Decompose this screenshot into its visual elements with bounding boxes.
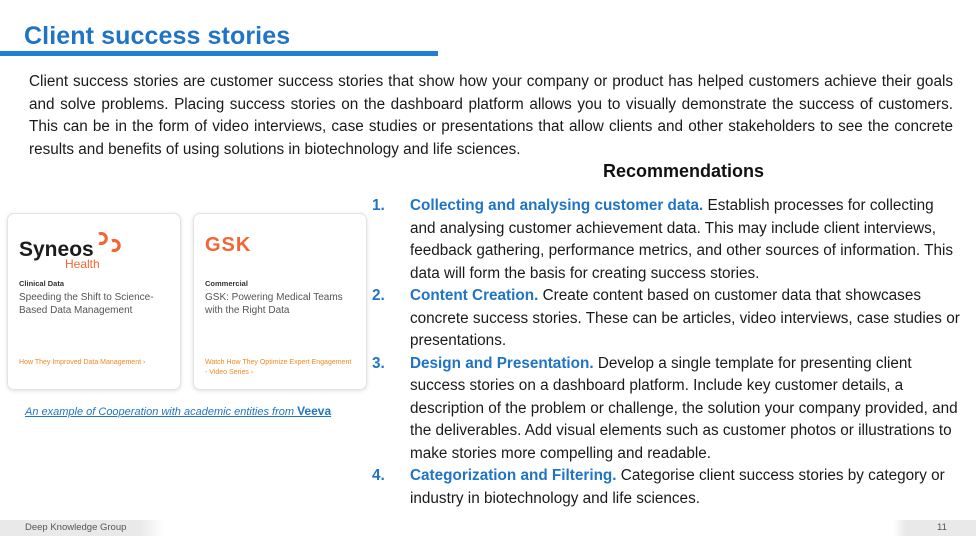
card-category: Commercial <box>205 279 248 288</box>
case-study-card-syneos[interactable] <box>7 213 181 390</box>
card-category: Clinical Data <box>19 279 65 288</box>
case-study-card-gsk[interactable] <box>193 213 367 390</box>
caption-brand: Veeva <box>297 404 332 418</box>
card-headline: GSK: Powering Medical Teams with the Right Data <box>205 292 343 316</box>
svg-text:Health: Health <box>65 257 100 271</box>
recommendation-item <box>372 285 962 353</box>
intro-paragraph: Client success stories are customer success stories that show how your company or product has helped customers achieve their goals and solve problems. Placing success stories on the dashboard platform allows you to visually demonstrate the success of customers. This can be in the form of video interviews, case studies or presentations that allow clients and other stakeholders to see the concrete results and benefits of using solutions in biotechnology and life sciences. <box>29 73 953 158</box>
syneos-health-logo <box>19 230 129 274</box>
card-headline: Speeding the Shift to Science-Based Data Management <box>19 292 154 316</box>
title-underline <box>0 51 438 56</box>
recommendation-text: Create content based on customer data that showcases concrete success stories. These can be articles, video interviews, case studies or presentations. <box>410 287 960 349</box>
recommendation-item <box>372 195 962 285</box>
svg-text:Syneos: Syneos <box>19 238 94 261</box>
recommendation-title: Content Creation. <box>410 287 539 304</box>
example-caption-link[interactable] <box>25 404 331 418</box>
recommendations-list <box>372 195 962 510</box>
recommendation-item <box>372 465 962 510</box>
page-number: 11 <box>937 522 947 533</box>
card-link[interactable]: Watch How They Optimize Expert Engagement - Video Series › <box>205 359 352 376</box>
recommendation-text: Develop a single template for presenting client success stories on a dashboard platform. Include key customer details, a description of the problem or challenge, the solution your company provided, and the deliverables. Add visual elements such as customer photos or illustrations to make stories more compelling and readable. <box>410 354 958 462</box>
recommendation-number: 3. <box>372 354 385 372</box>
slide-title: Client success stories <box>24 22 291 50</box>
recommendation-number: 1. <box>372 197 385 214</box>
card-link[interactable]: How They Improved Data Management › <box>19 359 146 366</box>
caption-text: An example of Cooperation with academic entities from <box>25 406 298 418</box>
recommendation-title: Design and Presentation. <box>410 354 594 372</box>
recommendation-text: Establish processes for collecting and analysing customer achievement data. This may include client interviews, feedback gathering, performance metrics, and other sources of information. This data will form the basis for creating success stories. <box>410 197 954 282</box>
recommendation-number: 2. <box>372 287 385 304</box>
recommendation-number: 4. <box>372 467 385 484</box>
footer-page-bar <box>893 520 976 536</box>
gsk-logo: GSK <box>205 234 252 256</box>
footer-company: Deep Knowledge Group <box>25 522 127 533</box>
footer-company-bar <box>0 520 164 536</box>
recommendation-title: Categorization and Filtering. <box>410 467 617 484</box>
recommendations-heading: Recommendations <box>603 161 765 181</box>
recommendation-title: Collecting and analysing customer data. <box>410 197 704 214</box>
recommendation-item <box>372 353 962 466</box>
recommendation-text: Categorise client success stories by category or industry in biotechnology and life sciences. <box>410 467 945 507</box>
